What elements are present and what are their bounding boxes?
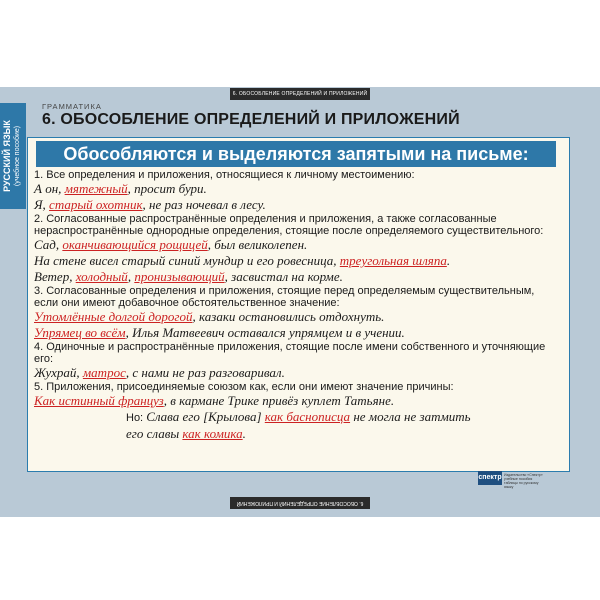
example-text: не могла не затмить (350, 409, 471, 424)
highlighted-phrase: как баснописца (264, 409, 351, 424)
example-text: На стене висел старый синий мундир и его ровесница, (34, 253, 340, 268)
publisher-line: Издательство «Спектр» (504, 473, 543, 477)
example-text: . (446, 253, 451, 268)
example-2-1 (34, 237, 560, 253)
rule-4: 4. Одиночные и распространённые приложения, стоящие после имени собственного и уточняющие его: (34, 341, 546, 365)
side-tab-title: РУССКИЙ ЯЗЫК (2, 120, 12, 192)
note-label: Но: (126, 412, 147, 424)
example-text: А он, (34, 181, 65, 196)
example-2-2 (34, 253, 560, 269)
example-text: , с нами не раз разговаривал. (125, 365, 285, 380)
highlighted-phrase: треугольная шляпа (339, 253, 447, 268)
rule-3: 3. Согласованные определения и приложения, стоящие перед определяемым существительным, если они имеют добавочное обстоятельственное значение: (34, 285, 535, 309)
example-3-2 (34, 325, 560, 341)
side-tab-text (2, 106, 24, 206)
example-1-1 (34, 181, 560, 197)
rule-5: 5. Приложения, присоединяемые союзом как, если они имеют значение причины: (34, 381, 454, 393)
example-text: , просит бури. (127, 181, 207, 196)
example-text: , был великолепен. (207, 237, 308, 252)
example-text: , засвистал на корме. (224, 269, 343, 284)
page-title: 6. ОБОСОБЛЕНИЕ ОПРЕДЕЛЕНИЙ И ПРИЛОЖЕНИЙ (42, 111, 460, 128)
example-text: , в кармане Трике привёз куплет Татьяне. (163, 393, 395, 408)
publisher-logo: спектр (478, 471, 502, 485)
example-text: Я, (34, 197, 50, 212)
section-label: ГРАММАТИКА (42, 102, 102, 111)
example-text: Сад, (34, 237, 63, 252)
example-text: . (242, 426, 246, 441)
highlighted-phrase: Как истинный француз (34, 393, 164, 408)
example-4-1 (34, 365, 560, 381)
rule-banner: Обособляются и выделяются запятыми на письме: (36, 141, 556, 167)
example-text: , Илья Матвеевич оставался упрямцем и в учении. (125, 325, 405, 340)
publisher-info (504, 473, 548, 489)
example-text: Слава его [Крылова] (146, 409, 265, 424)
highlighted-phrase: старый охотник (49, 197, 143, 212)
note-line-2 (34, 426, 560, 442)
highlighted-phrase: пронизывающий (134, 269, 225, 284)
example-text: Ветер, (34, 269, 76, 284)
highlighted-phrase: матрос (82, 365, 126, 380)
example-3-1 (34, 309, 560, 325)
example-1-2 (34, 197, 560, 213)
example-text: , не раз ночевал в лесу. (142, 197, 266, 212)
highlighted-phrase: холодный (75, 269, 128, 284)
example-text: его славы (126, 426, 183, 441)
highlighted-phrase: как комика (182, 426, 243, 441)
highlighted-phrase: мятежный (64, 181, 128, 196)
example-text: , (127, 269, 135, 284)
example-5-1 (34, 393, 560, 409)
example-text: , казаки остановились отдохнуть. (192, 309, 385, 324)
highlighted-phrase: оканчивающийся рощицей (62, 237, 208, 252)
publisher-line: учебные пособия (504, 477, 533, 481)
rule-2: 2. Согласованные распространённые определения и приложения, а также согласованные нераспространённые однородные определения, стоящие после определяемого существительного: (34, 213, 544, 237)
example-text: Жухрай, (34, 365, 83, 380)
side-tab-subtitle: (учебное пособие) (14, 125, 21, 187)
note-line-1 (34, 409, 560, 426)
rules-content (34, 169, 560, 442)
rule-1: 1. Все определения и приложения, относящиеся к личному местоимению: (34, 169, 415, 181)
example-2-3 (34, 269, 560, 285)
publisher-line: таблицы по русскому языку (504, 481, 539, 489)
top-strip: 6. ОБОСОБЛЕНИЕ ОПРЕДЕЛЕНИЙ И ПРИЛОЖЕНИЙ (230, 88, 370, 100)
highlighted-phrase: Утомлённые долгой дорогой (34, 309, 193, 324)
bottom-strip: 6. ОБОСОБЛЕНИЕ ОПРЕДЕЛЕНИЙ И ПРИЛОЖЕНИЙ (230, 497, 370, 509)
highlighted-phrase: Упрямец во всём (34, 325, 126, 340)
